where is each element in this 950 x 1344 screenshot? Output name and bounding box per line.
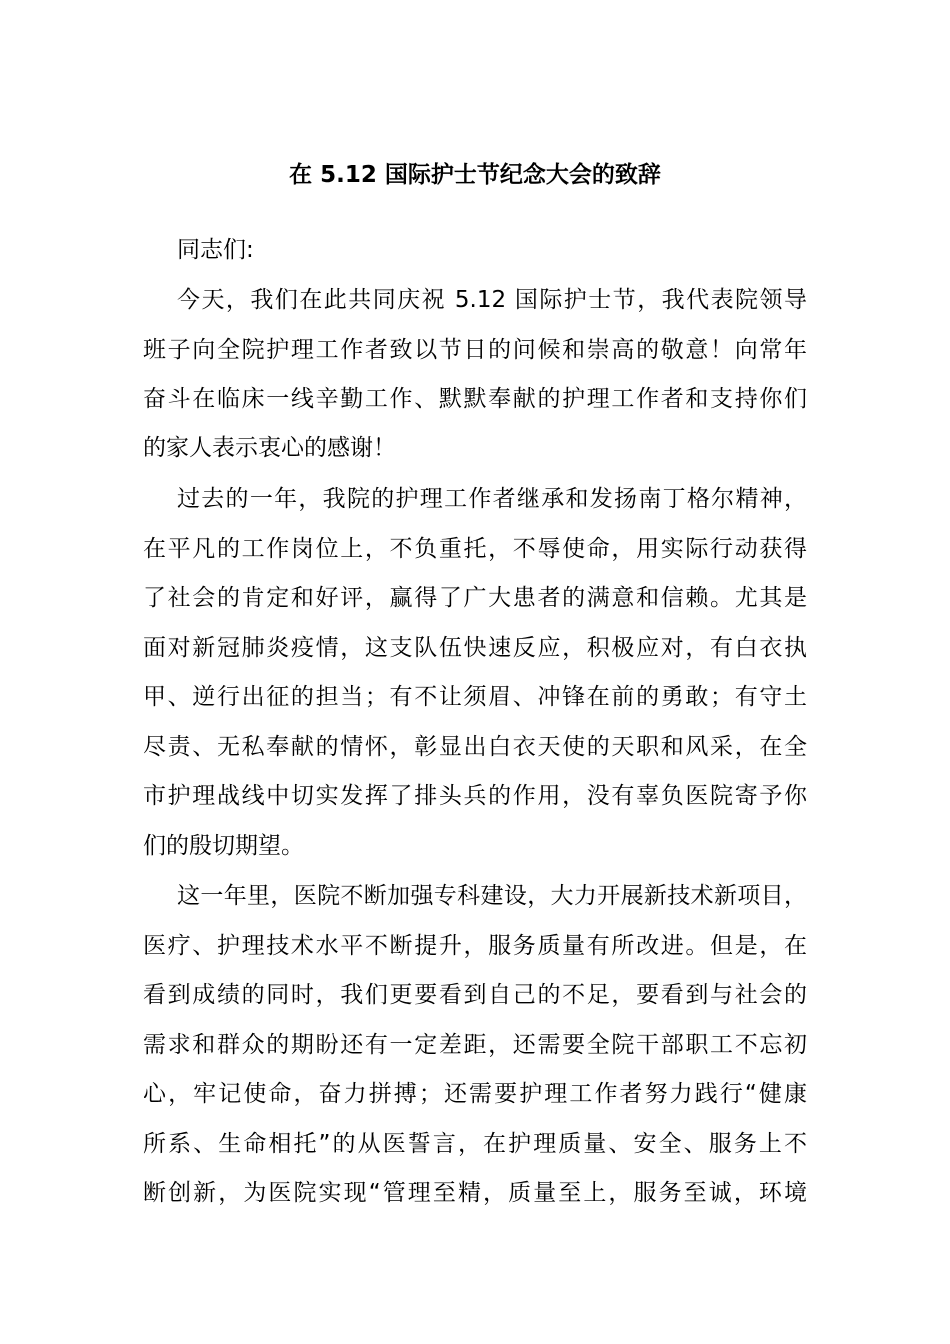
paragraph-line: 甲、逆行出征的担当；有不让须眉、冲锋在前的勇敢；有守土 [143,684,807,710]
salutation: 同志们: [177,237,254,263]
paragraph-line: 断创新，为医院实现“管理至精，质量至上，服务至诚，环境 [143,1180,807,1206]
paragraph-line: 的家人表示衷心的感谢！ [143,435,396,461]
paragraph-line: 看到成绩的同时，我们更要看到自己的不足，要看到与社会的 [143,982,807,1008]
paragraph-line: 班子向全院护理工作者致以节日的问候和崇高的敬意！向常年 [143,337,807,363]
paragraph-line: 尽责、无私奉献的情怀，彰显出白衣天使的天职和风采，在全 [143,734,807,760]
paragraph-line: 医疗、护理技术水平不断提升，服务质量有所改进。但是，在 [143,933,807,959]
paragraph-line: 所系、生命相托”的从医誓言，在护理质量、安全、服务上不 [143,1131,807,1157]
paragraph-line: 市护理战线中切实发挥了排头兵的作用，没有辜负医院寄予你 [143,783,807,809]
paragraph-line: 需求和群众的期盼还有一定差距，还需要全院干部职工不忘初 [143,1032,807,1058]
paragraph-line: 面对新冠肺炎疫情，这支队伍快速反应，积极应对，有白衣执 [143,635,807,661]
paragraph-line: 奋斗在临床一线辛勤工作、默默奉献的护理工作者和支持你们 [143,386,807,412]
document-title: 在 5.12 国际护士节纪念大会的致辞 [289,162,661,188]
paragraph-line: 这一年里，医院不断加强专科建设，大力开展新技术新项目， [177,883,807,909]
paragraph-line: 了社会的肯定和好评，赢得了广大患者的满意和信赖。尤其是 [143,585,807,611]
paragraph-line: 们的殷切期望。 [143,833,304,859]
paragraph-line: 心，牢记使命，奋力拼搏；还需要护理工作者努力践行“健康 [143,1081,807,1107]
paragraph-line: 过去的一年，我院的护理工作者继承和发扬南丁格尔精神， [177,486,807,512]
paragraph-line: 在平凡的工作岗位上，不负重托，不辱使命，用实际行动获得 [143,536,807,562]
paragraph-line: 今天，我们在此共同庆祝 5.12 国际护士节，我代表院领导 [177,287,807,313]
